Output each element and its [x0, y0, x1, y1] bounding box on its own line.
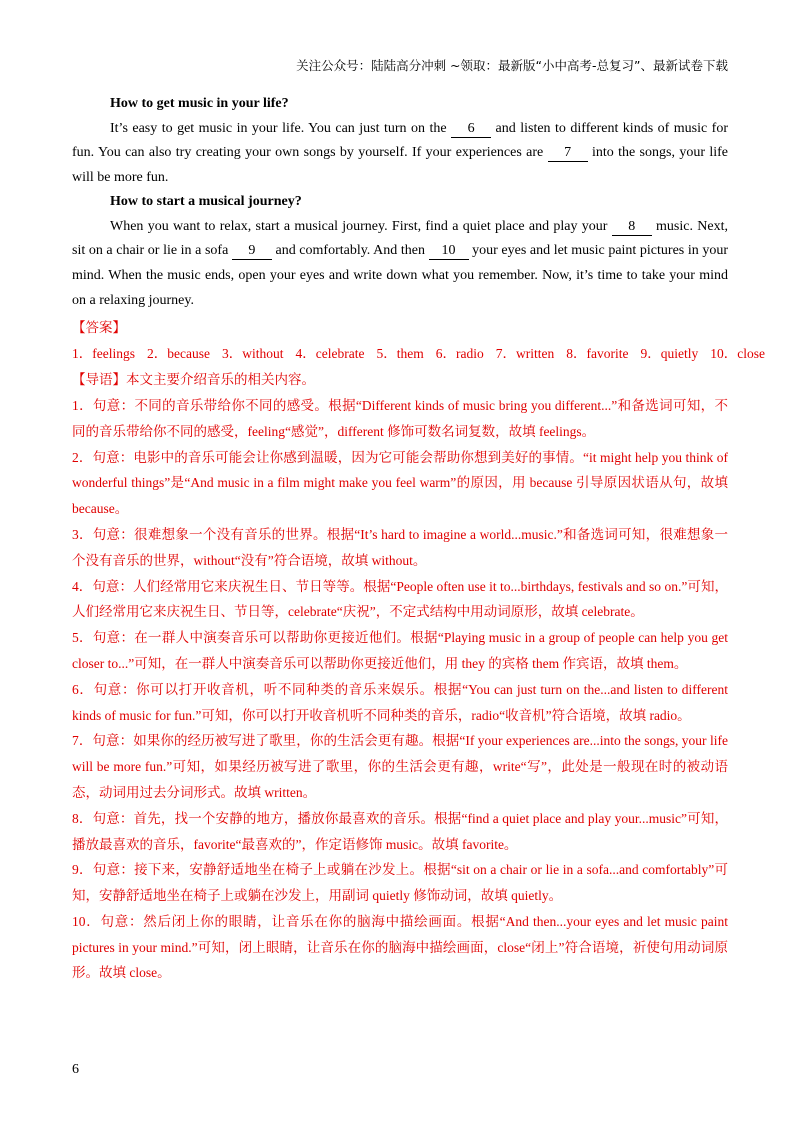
answer-item: 8．favorite	[566, 346, 629, 362]
explanation-1: 1．句意：不同的音乐带给你不同的感受。根据“Different kinds of music bring you different...”和备选词可知，不同的音乐带给你不同的感受，feeling“感觉”，different 修饰可数名词复数，故填 feelings。	[72, 397, 728, 439]
answer-item: 4．celebrate	[295, 346, 365, 362]
answer-item: 3．without	[221, 346, 284, 362]
explanation-3: 3．句意：很难想象一个没有音乐的世界。根据“It’s hard to imagine a world...music.”和备选词可知，很难想象一个没有音乐的世界，without“没有”符合语境，故填 without。	[72, 526, 728, 568]
text-run: into the songs, your life will be more fun.	[72, 145, 728, 185]
answer-item: 10．close	[710, 346, 765, 362]
answer-label: 【答案】	[72, 320, 126, 336]
text-run: music. Next, sit on a chair or lie in a sofa	[72, 218, 729, 259]
paragraph-get-music	[72, 117, 728, 191]
answer-item: 9．quietly	[640, 346, 699, 362]
page-number: 6	[72, 1062, 79, 1077]
explanation-9: 9．句意：接下来，安静舒适地坐在椅子上或躺在沙发上。根据“sit on a chair or lie in a sofa...and comfortably”可知，安静舒适地坐在椅子上或躺在沙发上，用副词 quietly 修饰动词，故填 quietly。	[72, 862, 728, 904]
text-run: It’s easy to get music in your life. You can just turn on the	[110, 120, 452, 136]
explanation-6: 6．句意：你可以打开收音机，听不同种类的音乐来娱乐。根据“You can just turn on the...and listen to different kinds of music for fun.”可知，你可以打开收音机听不同种类的音乐，radio“收音机”符合语境，故填 radio。	[72, 681, 728, 723]
blank-7: 7	[548, 145, 588, 162]
blank-9: 9	[232, 243, 272, 260]
paragraph-musical-journey	[72, 215, 728, 313]
explanation-10: 10．句意：然后闭上你的眼睛，让音乐在你的脑海中描绘画面。根据“And then...your eyes and let music paint pictures in your mind.”可知，闭上眼睛，让音乐在你的脑海中描绘画面，close“闭上”符合语境，祈使句用动词原形。故填 close。	[72, 913, 728, 981]
explanation-8: 8．句意：首先，找一个安静的地方，播放你最喜欢的音乐。根据“find a quiet place and play your...music”可知，播放最喜欢的音乐，favorite“最喜欢的”，作定语修饰 music。故填 favorite。	[72, 810, 728, 852]
blank-10: 10	[429, 243, 469, 260]
guide-text: 【导语】本文主要介绍音乐的相关内容。	[72, 372, 315, 388]
text-run: and listen to different kinds of music for fun. You can also try creating your own songs by yourself. If your experiences are	[72, 120, 728, 161]
text-run: and comfortably. And then	[271, 243, 429, 259]
answer-key	[72, 315, 765, 367]
blank-8: 8	[612, 219, 652, 236]
section-heading-get-music: How to get music in your life?	[110, 96, 289, 111]
explanation-5: 5．句意：在一群人中演奏音乐可以帮助你更接近他们。根据“Playing music in a group of people can help you get closer to...”可知，在一群人中演奏音乐可以帮助你更接近他们，用 they 的宾格 them 作宾语，故填 them。	[72, 630, 728, 671]
answer-item: 7．written	[495, 346, 555, 362]
answer-item: 2．because	[147, 346, 210, 362]
answer-item: 6．radio	[435, 346, 484, 362]
blank-6: 6	[451, 121, 491, 138]
explanation-4: 4．句意：人们经常用它来庆祝生日、节日等等。根据“People often use it to...birthdays, festivals and so on.”可知，人们经常用它来庆祝生日、节日等，celebrate“庆祝”，不定式结构中用动词原形，故填 celebrate。	[72, 578, 728, 620]
text-run: When you want to relax, start a musical journey. First, find a quiet place and play your	[110, 218, 612, 234]
answer-item: 1．feelings	[72, 346, 135, 362]
explanation-2: 2．句意：电影中的音乐可能会让你感到温暖，因为它可能会帮助你想到美好的事情。“it might help you think of wonderful things”是“And music in a film might make you feel warm”的原因，用 because 引导原因状语从句，故填because。	[72, 449, 728, 517]
text-run: your eyes and let music paint pictures in your mind. When the music ends, open your eyes and write down what you remember. Now, it’s time to take your mind on a relaxing journey.	[72, 243, 728, 308]
page-header: 关注公众号：陆陆高分冲刺 ~领取：最新版“小中高考-总复习”、最新试卷下载	[296, 58, 728, 73]
explanation-7: 7．句意：如果你的经历被写进了歌里，你的生活会更有趣。根据“If your experiences are...into the songs, your life will be more fun.”可知，如果经历被写进了歌里，你的生活会更有趣，write“写”，此处是一般现在时的被动语态，动词用过去分词形式。故填 written。	[72, 733, 728, 800]
answer-item: 5．them	[376, 346, 424, 362]
document-body	[72, 92, 765, 986]
section-heading-musical-journey: How to start a musical journey?	[110, 194, 302, 210]
